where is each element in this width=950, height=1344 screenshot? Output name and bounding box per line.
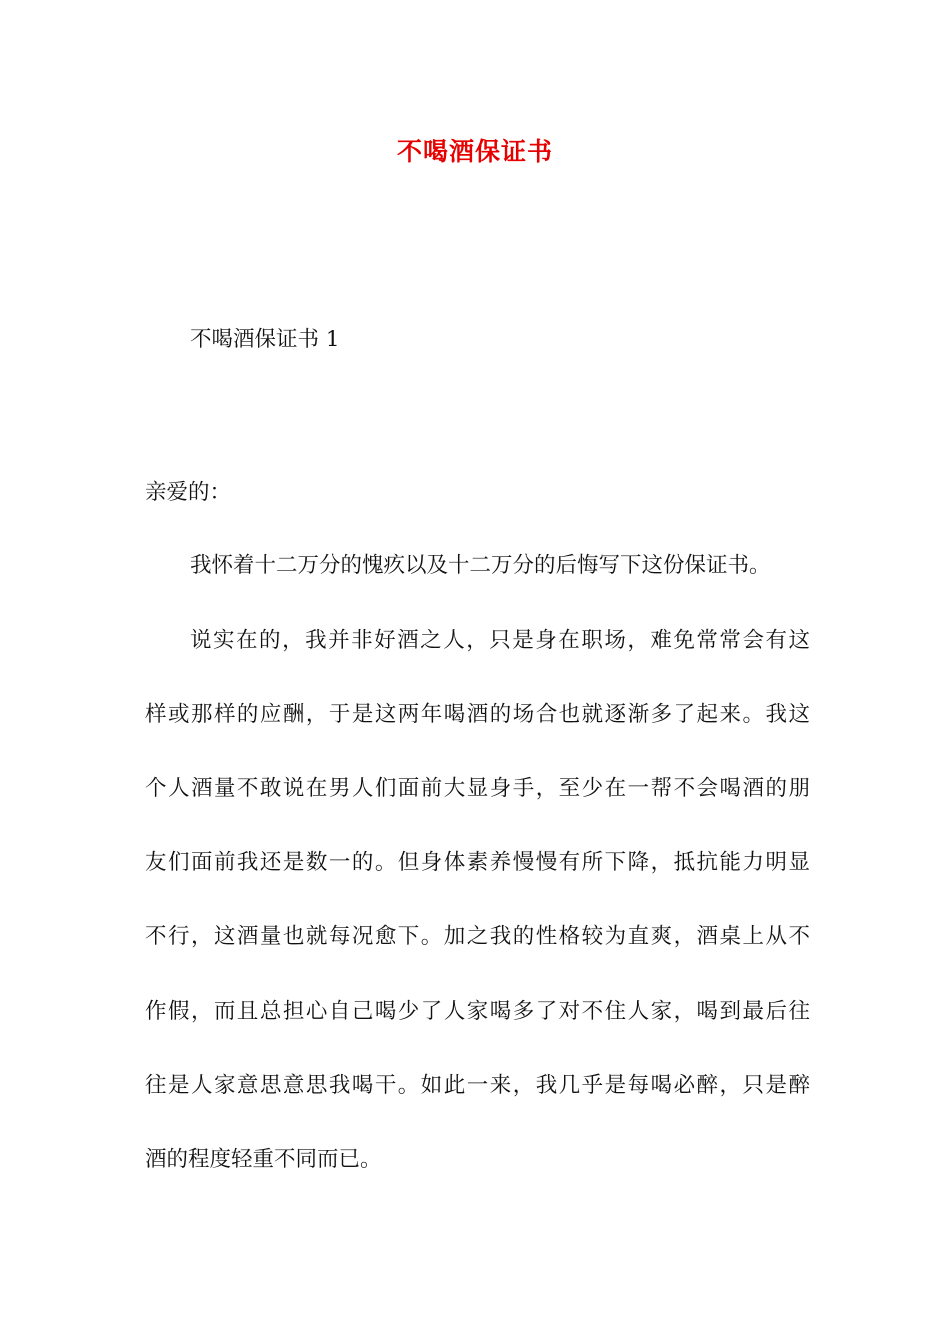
paragraph-line: 友们面前我还是数一的。但身体素养慢慢有所下降，抵抗能力明显 xyxy=(145,850,810,875)
section-heading: 不喝酒保证书 1 xyxy=(190,327,340,352)
paragraph-intro: 我怀着十二万分的愧疚以及十二万分的后悔写下这份保证书。 xyxy=(190,553,771,578)
paragraph-line: 作假，而且总担心自己喝少了人家喝多了对不住人家，喝到最后往 xyxy=(145,999,810,1024)
salutation: 亲爱的： xyxy=(145,480,232,505)
paragraph-line: 酒的程度轻重不同而已。 xyxy=(145,1147,382,1172)
paragraph-line: 个人酒量不敢说在男人们面前大显身手，至少在一帮不会喝酒的朋 xyxy=(145,776,810,801)
paragraph-line: 样或那样的应酬，于是这两年喝酒的场合也就逐渐多了起来。我这 xyxy=(145,702,810,727)
paragraph-line: 不行，这酒量也就每况愈下。加之我的性格较为直爽，酒桌上从不 xyxy=(145,924,810,949)
paragraph-line: 说实在的，我并非好酒之人，只是身在职场，难免常常会有这 xyxy=(190,628,810,653)
paragraph-line: 往是人家意思意思我喝干。如此一来，我几乎是每喝必醉，只是醉 xyxy=(145,1073,810,1098)
document-title: 不喝酒保证书 xyxy=(396,137,553,166)
